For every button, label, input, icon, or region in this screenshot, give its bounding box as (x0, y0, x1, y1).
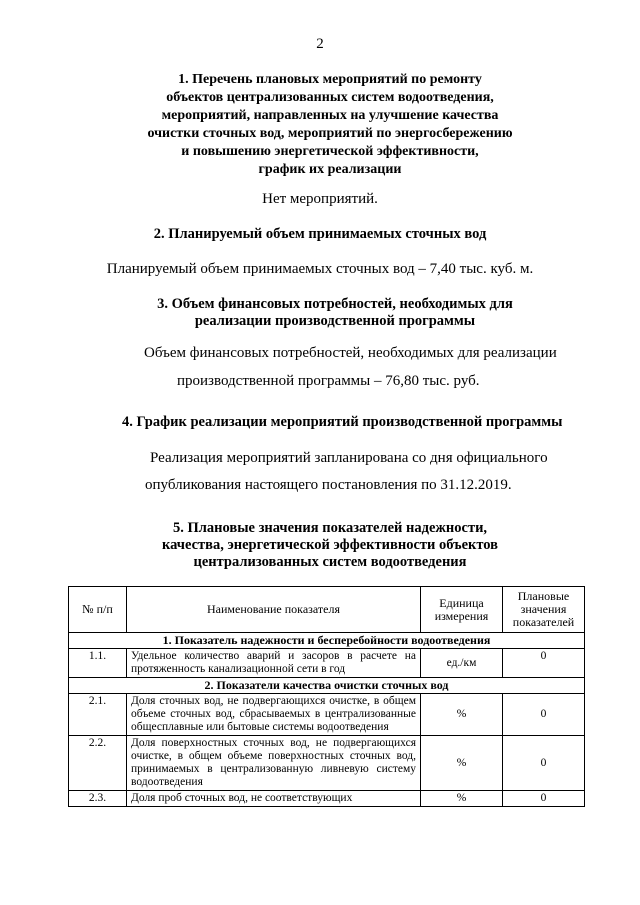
section-5-title-line: качества, энергетической эффективности объектов (161, 537, 499, 553)
section-4-text-line-2: опубликования настоящего постановления по 31.12.2019. (145, 477, 512, 493)
row-number: 2.3. (69, 791, 127, 807)
group-2-title: 2. Показатели качества очистки сточных вод (69, 678, 585, 694)
section-3-text-line-1: Объем финансовых потребностей, необходимых для реализации (144, 345, 557, 361)
header-number: № п/п (69, 587, 127, 633)
section-1-text: Нет мероприятий. (262, 191, 378, 207)
indicators-table (68, 586, 585, 807)
group-1-title: 1. Показатель надежности и бесперебойности водоотведения (69, 633, 585, 649)
row-unit: % (421, 736, 503, 791)
section-5-title (120, 520, 540, 571)
table-row (69, 694, 585, 736)
row-unit: ед./км (421, 649, 503, 678)
table-group-row (69, 633, 585, 649)
row-name: Доля проб сточных вод, не соответствующих (127, 791, 421, 807)
section-1-title-line: и повышению энергетической эффективности, (181, 144, 479, 159)
row-name: Доля сточных вод, не подвергающихся очистке, в общем объеме сточных вод, сбрасываемых в централизованные общесплавные или бытовые системы водоотведения (127, 694, 421, 736)
table-row (69, 791, 585, 807)
header-planned-value: Плановые значения показателей (503, 587, 585, 633)
section-3-title-line: 3. Объем финансовых потребностей, необходимых для (157, 296, 513, 312)
section-1-title-line: очистки сточных вод, мероприятий по энергосбережению (147, 126, 513, 141)
header-name: Наименование показателя (127, 587, 421, 633)
row-name: Удельное количество аварий и засоров в расчете на протяженность канализационной сети в год (127, 649, 421, 678)
row-value: 0 (503, 649, 585, 678)
row-number: 2.1. (69, 694, 127, 736)
section-5-title-line: 5. Плановые значения показателей надежности, (172, 520, 488, 536)
table-header-row (69, 587, 585, 633)
section-3-title-line: реализации производственной программы (194, 313, 476, 329)
row-value: 0 (503, 694, 585, 736)
header-unit: Единица измерения (421, 587, 503, 633)
page-number: 2 (316, 36, 324, 52)
section-3-title (140, 296, 530, 330)
section-2-title: 2. Планируемый объем принимаемых сточных вод (153, 226, 487, 242)
section-4-title: 4. График реализации мероприятий производственной программы (122, 414, 563, 430)
section-1-title-line: график их реализации (258, 162, 402, 177)
row-value: 0 (503, 791, 585, 807)
row-name: Доля поверхностных сточных вод, не подвергающихся очистке, в общем объеме поверхностных сточных вод, принимаемых в централизованную ливневую систему водоотведения (127, 736, 421, 791)
row-unit: % (421, 694, 503, 736)
row-number: 2.2. (69, 736, 127, 791)
section-2-text: Планируемый объем принимаемых сточных вод – 7,40 тыс. куб. м. (106, 261, 534, 277)
row-number: 1.1. (69, 649, 127, 678)
table-row (69, 649, 585, 678)
section-4-text-line-1: Реализация мероприятий запланирована со дня официального (150, 450, 548, 466)
section-1-title-line: мероприятий, направленных на улучшение качества (161, 108, 499, 123)
section-1-title-line: 1. Перечень плановых мероприятий по ремонту (178, 72, 482, 87)
row-value: 0 (503, 736, 585, 791)
row-unit: % (421, 791, 503, 807)
section-1-title-line: объектов централизованных систем водоотведения, (166, 90, 494, 105)
table-row (69, 736, 585, 791)
table-group-row (69, 678, 585, 694)
section-5-title-line: централизованных систем водоотведения (193, 554, 467, 570)
section-3-text-line-2: производственной программы – 76,80 тыс. руб. (177, 373, 480, 389)
section-1-title (130, 71, 530, 179)
